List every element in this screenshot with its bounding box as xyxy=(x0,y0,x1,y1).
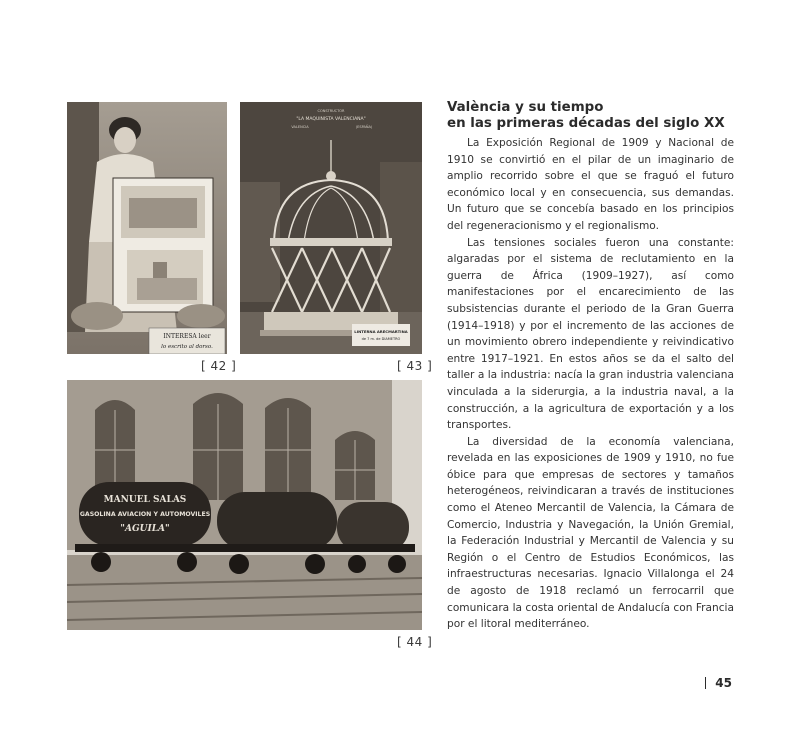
tank-text-3: "AGUILA" xyxy=(120,524,170,534)
caption-43: [ 43 ] xyxy=(397,359,433,373)
tank-text-1: MANUEL SALAS xyxy=(103,495,187,505)
poster-footer-text-2: lo escrito al dorso. xyxy=(161,344,213,350)
maker-text-4: (ESPAÑA) xyxy=(355,125,373,129)
photo-43-lantern-structure xyxy=(240,102,422,354)
page-number-text: 45 xyxy=(715,676,732,690)
photo-44-tank-wagons xyxy=(67,380,422,630)
poster-footer-text-1: INTERESA leer xyxy=(163,333,211,340)
plaque-text-2: de 7 m. de DIAMETRO xyxy=(361,337,401,341)
maker-text-3: VALENCIA xyxy=(291,125,309,129)
page-number xyxy=(705,676,732,690)
tank-text-2: GASOLINA AVIACION Y AUTOMOVILES xyxy=(79,511,211,518)
paragraph-3: La diversidad de la economía valenciana, revelada en las exposiciones de 1909 y 1910, no fue óbice para que empresas de sectores y tamaños heterogéneos, reivindicaran a través de instituciones como el Ateneo Mercantil de Valencia, la Cámara de Comercio, Industria y Navegación, la Unión Gremial, la Federación Industrial y Mercantil de Valencia y su Región o el Centro de Estudios Económicos, las infraestructuras necesarias. Ignacio Villalonga el 24 de agosto de 1918 reclamó un ferrocarril que comunicara la costa oriental de Andalucía con Francia por el litoral mediterráneo. xyxy=(447,435,734,631)
paragraph-2: Las tensiones sociales fueron una constante: algaradas por el sistema de reclutamiento en la guerra de África (1909–1927), así como manifestaciones por el encarecimiento de las subsistencias durante el periodo de la Gran Guerra (1914–1918) y por el incremento de las acciones de un movimiento obrero independiente y reivindicativo entre 1917–1921. En estos años se da el salto del taller a la industria: nacía la gran industria valenciana vinculada a la siderurgia, a la industria naval, a la construcción, a la agricultura de exportación y a los transportes. xyxy=(447,236,734,432)
folio-bar xyxy=(705,677,707,689)
photo-42-woman-with-poster xyxy=(67,102,227,354)
caption-44: [ 44 ] xyxy=(397,635,433,649)
article xyxy=(447,100,734,633)
heading-line-1: València y su tiempo xyxy=(447,100,604,115)
caption-42: [ 42 ] xyxy=(201,359,237,373)
heading-line-2: en las primeras décadas del siglo XX xyxy=(447,116,725,131)
maker-text-1: CONSTRUCTOR xyxy=(317,109,345,113)
paragraph-1: La Exposición Regional de 1909 y Nacional de 1910 se convirtió en el pilar de un imaginario de amplio recorrido sobre el que se fraguó el futuro económico local y en consecuencia, sus demandas. Un futuro que se concebía basado en los principios del regeneracionismo y el regionalismo. xyxy=(447,137,734,232)
maker-text-2: "LA MAQUINISTA VALENCIANA" xyxy=(296,117,366,122)
plaque-text-1: LINTERNA ARECMARTINA xyxy=(354,329,408,334)
article-heading xyxy=(447,100,734,132)
